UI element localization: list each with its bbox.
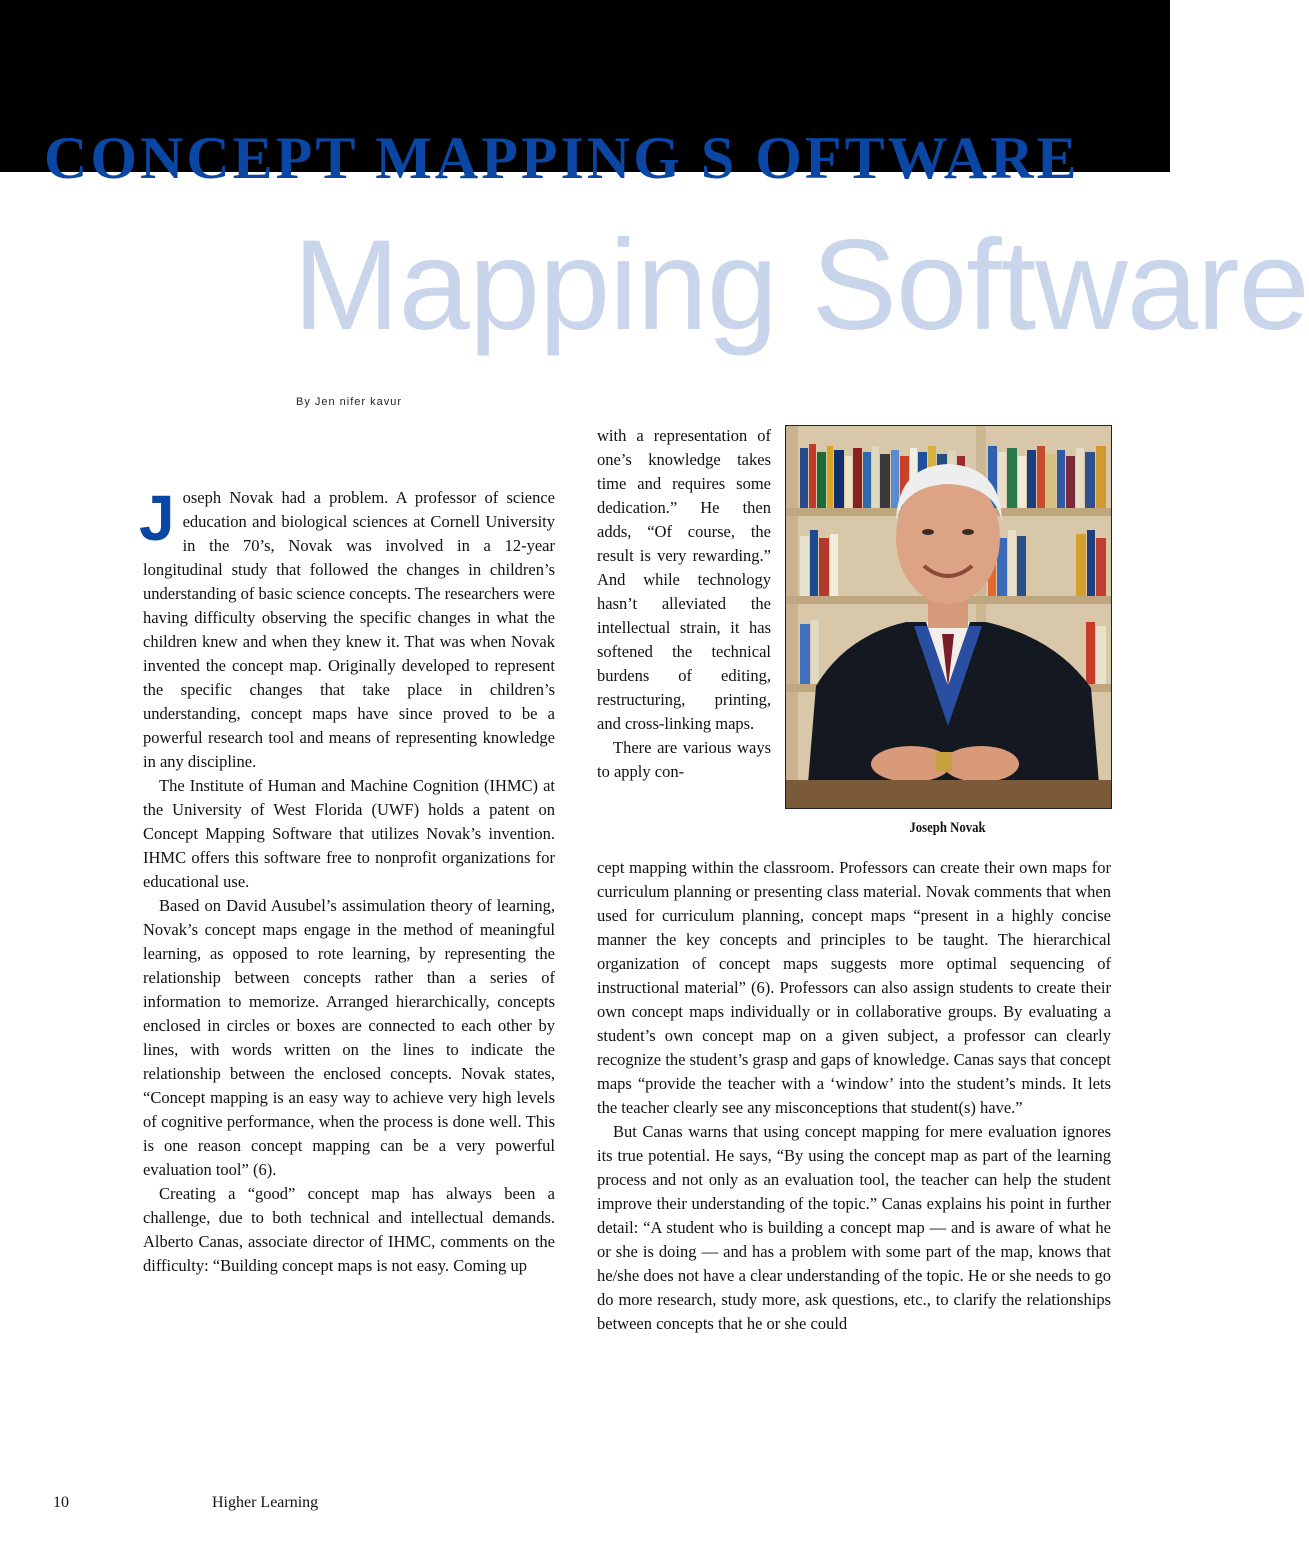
photo-caption: Joseph Novak — [909, 820, 986, 836]
paragraph: with a representation of one’s knowledge takes time and requires some dedication.” He then adds, “Of course, the result is very rewarding.” And while technology hasn’t alleviated the intellectual strain, it has softened the technical burdens of editing, restructuring, printing, and cross-linking maps. — [597, 426, 771, 733]
article-column-3 — [597, 856, 1111, 1336]
byline: By Jen nifer kavur — [296, 396, 403, 408]
paragraph: Creating a “good” concept map has always been a challenge, due to both technical and intellectual demands. Alberto Canas, associate director of IHMC, comments on the difficulty: “Building concept maps is not easy. Coming up — [143, 1184, 555, 1275]
paragraph: Joseph Novak had a problem. A professor of science education and biological sciences at Cornell University in the 70’s, Novak was involved in a 12-year longitudinal study that followed the changes in children’s understanding of basic science concepts. The researchers were having difficulty observing the specific changes in what the children knew and when they knew it. That was when Novak invented the concept map. Originally developed to represent the specific changes that take place in children’s understanding, concept maps have since proved to be a powerful research tool and means of representing knowledge in any discipline. — [139, 482, 556, 771]
portrait-photo — [785, 425, 1112, 809]
paragraph: There are various ways to apply con- — [597, 738, 771, 781]
section-kicker: CONCEPT MAPPING S OFTWARE — [44, 125, 1080, 191]
article-title: Mapping Software — [293, 214, 1309, 357]
paragraph: cept mapping within the classroom. Professors can create their own maps for curriculum planning or presenting class material. Novak comments that when used for curriculum planning, concept maps “present in a highly concise manner the key concepts and principles to be taught. The hierarchical organization of concept maps suggests more optimal sequencing of instructional material” (6). Professors can also assign students to create their own concept maps individually or in collaborative groups. By evaluating a student’s own concept map on a given subject, a professor can clearly recognize the student’s grasp and gaps of knowledge. Canas says that concept maps “provide the teacher with a ‘window’ into the student’s minds. It lets the teacher clearly see any misconceptions that student(s) have.” — [597, 858, 1111, 1117]
article-column-1 — [139, 482, 556, 1278]
publication-name: Higher Learning — [212, 1494, 319, 1511]
paragraph: But Canas warns that using concept mapping for mere evaluation ignores its true potential. He says, “By using the concept map as part of the learning process and not only as an evaluation tool, the teacher can help the student improve their understanding of the topic.” Canas explains his point in further detail: “A student who is building a concept map — and is aware of what he or she is doing — and has a problem with some part of the map, knows that he/she does not have a clear understanding of the topic. He or she needs to go do more research, study more, ask questions, etc., to clarify the relationships between concepts that he or she could — [597, 1122, 1111, 1333]
article-column-2 — [597, 424, 771, 784]
paragraph: Based on David Ausubel’s assimulation theory of learning, Novak’s concept maps engage in the method of meaningful learning, as opposed to rote learning, by representing the relationship between concepts rather than a series of information to memorize. Arranged hierarchically, concepts enclosed in circles or boxes are connected to each other by lines, with words written on the lines to indicate the relationship between the enclosed concepts. Novak states, “Concept mapping is an easy way to achieve very high levels of cognitive performance, when the process is done well. This is one reason concept mapping can be a very powerful evaluation tool” (6). — [143, 896, 555, 1179]
paragraph: The Institute of Human and Machine Cognition (IHMC) at the University of West Florida (UWF) holds a patent on Concept Mapping Software that utilizes Novak’s invention. IHMC offers this software free to nonprofit organizations for educational use. — [143, 776, 555, 891]
page-number: 10 — [53, 1494, 69, 1511]
drop-cap: J — [139, 482, 175, 554]
